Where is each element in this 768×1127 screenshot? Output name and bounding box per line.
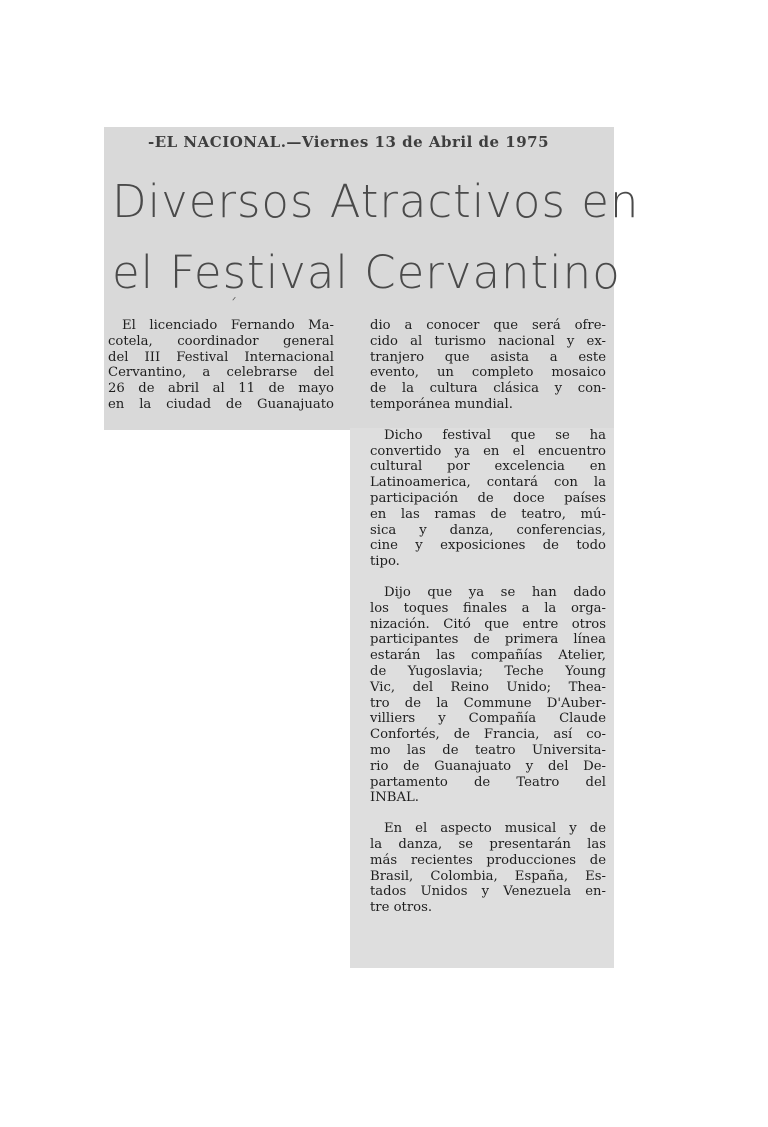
text-line: cido al turismo nacional y ex- [370,333,606,349]
text-line: de la cultura clásica y con- [370,381,606,397]
text-line: sica y danza, conferencias, [370,522,606,538]
text-line: mo las de teatro Universita- [370,742,606,758]
text-line: Vic, del Reino Unido; Thea- [370,679,606,695]
text-line: dio a conocer que será ofre- [370,318,606,333]
text-line: tro de la Commune D'Auber- [370,695,606,711]
text-line: del III Festival Internacional [108,349,334,365]
text-line: En el aspecto musical y de [384,821,606,837]
paragraph-3 [370,585,606,806]
text-line: nización. Citó que entre otros [370,616,606,632]
text-line: evento, un completo mosaico [370,365,606,381]
text-line: tipo. [370,554,400,570]
headline-line-1: Diversos Atractivos en [112,175,640,228]
paragraph-4 [370,821,606,916]
text-line: Dijo que ya se han dado [384,584,606,600]
text-line: Cervantino, a celebrarse del [108,365,334,381]
text-line: la danza, se presentarán las [370,836,606,852]
text-line: más recientes producciones de [370,852,606,868]
print-speck: ᐟ [232,296,237,307]
text-line: tranjero que asista a este [370,349,606,365]
article-right-column [370,318,606,916]
text-line: cultural por excelencia en [370,459,606,475]
text-line: en la ciudad de Guanajuato [108,396,334,412]
text-line: El licenciado Fernando Ma- [122,318,334,333]
text-line: cotela, coordinador general [108,333,334,349]
text-line: tre otros. [370,900,433,916]
text-line: tados Unidos y Venezuela en- [370,884,606,900]
text-line: Dicho festival que se ha [384,427,606,443]
newspaper-dateline: -EL NACIONAL.—Viernes 13 de Abril de 1975 [148,133,550,151]
article-left-column [108,318,334,413]
text-line: Confortés, de Francia, así co- [370,727,606,743]
text-line: los toques finales a la orga- [370,600,606,616]
text-line: cine y exposiciones de todo [370,538,606,554]
text-line: participantes de primera línea [370,632,606,648]
paragraph-2 [370,428,606,570]
headline-line-2: el Festival Cervantino [112,246,621,299]
text-line: de Yugoslavia; Teche Young [370,663,606,679]
text-line: 26 de abril al 11 de mayo [108,381,334,397]
paragraph-1 [370,318,606,413]
text-line: rio de Guanajuato y del De- [370,758,606,774]
text-line: INBAL. [370,790,419,806]
text-line: convertido ya en el encuentro [370,443,606,459]
text-line: Brasil, Colombia, España, Es- [370,868,606,884]
article-headline [112,166,640,308]
text-line: en las ramas de teatro, mú- [370,506,606,522]
text-line: partamento de Teatro del [370,774,606,790]
text-line: estarán las compañías Atelier, [370,648,606,664]
text-line: Latinoamerica, contará con la [370,475,606,491]
text-line: participación de doce países [370,490,606,506]
text-line: villiers y Compañía Claude [370,711,606,727]
text-line: temporánea mundial. [370,396,513,412]
